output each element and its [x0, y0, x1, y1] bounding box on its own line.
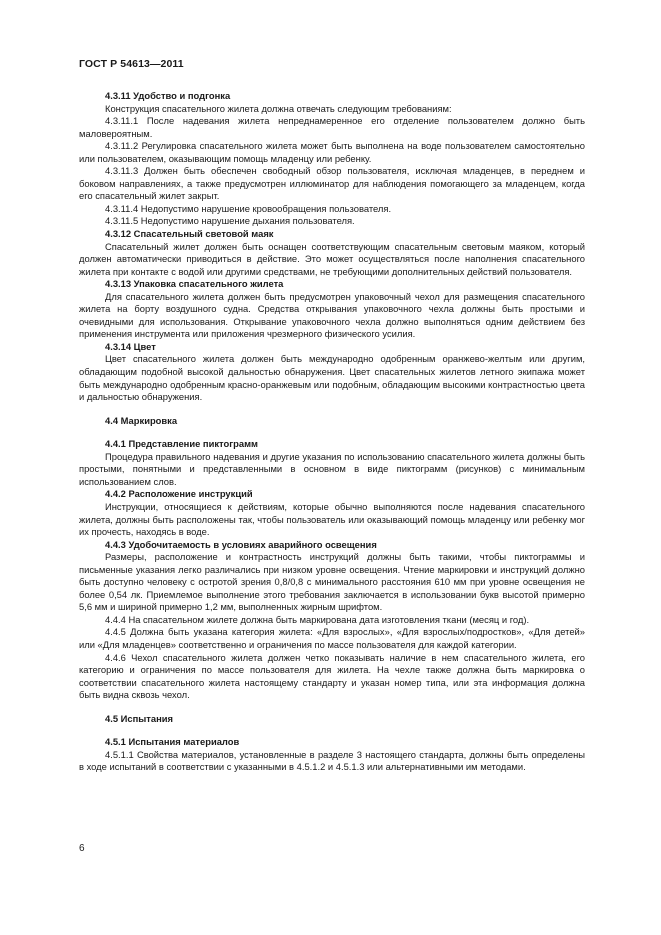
paragraph: Размеры, расположение и контрастность инструкций должны быть такими, чтобы пиктограммы и письменные указания легко различались при низком уровне освещения. Чтение маркировки и инструкций должно быть доступно человеку с остротой зрения 0,8/0,8 с минимального расстояния 610 мм при уровне освещения не более 0,54 лк. Приемлемое выполнение этого требования заключается в использовании букв высотой примерно 5,6 мм и шириной примерно 1,2 мм, выполненных жирным шрифтом. — [79, 551, 585, 613]
paragraph: Конструкция спасательного жилета должна отвечать следующим требованиям: — [105, 102, 452, 114]
paragraph: Спасательный жилет должен быть оснащен соответствующим спасательным световым маяком, который должен автоматически приводиться в действие. Это может осуществляться после наполнения спасательного жилета при контакте с водой или другими средствами, не требующими дополнительных действий пользователя. — [79, 240, 585, 277]
heading-4-3-14: 4.3.14 Цвет — [105, 340, 156, 352]
heading-4-4-1: 4.4.1 Представление пиктограмм — [105, 438, 258, 450]
paragraph: Инструкции, относящиеся к действиям, которые обычно выполняются после надевания спасательного жилета, должны быть расположены так, чтобы пользователь или оказывающий помощь младенцу или ребенку мог их прочесть, находясь в воде. — [79, 500, 585, 538]
heading-4-3-12: 4.3.12 Спасательный световой маяк — [105, 228, 274, 240]
paragraph: Цвет спасательного жилета должен быть международно одобренным оранжево-желтым или другим, обладающим подобной высокой дальностью обнаружения. Цвет спасательных жилетов летного экипажа может быть международно одобренным красно-оранжевым или подобным, обладающим высокими контрастностью цвета и дальностью обнаружения. — [79, 353, 585, 403]
paragraph: 4.4.4 На спасательном жилете должна быть маркирована дата изготовления ткани (месяц и год). — [105, 613, 530, 625]
paragraph: Процедура правильного надевания и другие указания по использованию спасательного жилета должны быть простыми, понятными и представленными в основном в виде пиктограмм (рисунков) с минимальным использованием слов. — [79, 450, 585, 487]
heading-4-5-1: 4.5.1 Испытания материалов — [105, 736, 240, 748]
paragraph: 4.4.5 Должна быть указана категория жилета: «Для взрослых», «Для взрослых/подростков», «Для детей» или «Для младенцев» соответственно и ограничения по массе пользователя для каждой категории. — [79, 626, 585, 650]
paragraph: 4.4.6 Чехол спасательного жилета должен четко показывать наличие в нем спасательного жилета, его категорию и ограничения по массе пользователя для жилета. На чехле также должна быть маркировка о соответствии спасательного жилета настоящему стандарту и указан номер типа, или эта информация должна быть видна сквозь чехол. — [79, 651, 585, 701]
heading-4-5: 4.5 Испытания — [105, 712, 173, 724]
heading-4-4-2: 4.4.2 Расположение инструкций — [105, 488, 253, 500]
paragraph: 4.5.1.1 Свойства материалов, установленные в разделе 3 настоящего стандарта, должны быть определены в ходе испытаний в соответствии с указанными в 4.5.1.2 и 4.5.1.3 или альтернативными им методами. — [79, 748, 585, 773]
paragraph: 4.3.11.1 После надевания жилета непреднамеренное его отделение пользователем должно быть маловероятным. — [79, 115, 585, 139]
document-header: ГОСТ Р 54613—2011 — [79, 58, 184, 70]
heading-4-3-11: 4.3.11 Удобство и подгонка — [105, 90, 231, 101]
heading-4-4: 4.4 Маркировка — [105, 414, 178, 426]
heading-4-3-13: 4.3.13 Упаковка спасательного жилета — [105, 278, 284, 290]
heading-4-4-3: 4.4.3 Удобочитаемость в условиях аварийного освещения — [105, 538, 377, 550]
paragraph: Для спасательного жилета должен быть предусмотрен упаковочный чехол для размещения спасательного жилета на борту воздушного судна. Средства открывания упаковочного чехла должны быть простыми и очевидными для использования. Открывание упаковочного чехла должно выполняться одним действием без применения инструмента или приложения чрезмерного физического усилия. — [79, 290, 585, 340]
document-body — [79, 90, 585, 774]
paragraph: 4.3.11.3 Должен быть обеспечен свободный обзор пользователя, исключая младенцев, в переднем и боковом направлениях, а также предусмотрен иллюминатор для наблюдения помогающего за младенцем, когда его спасательный жилет закрыт. — [79, 165, 585, 202]
paragraph: 4.3.11.5 Недопустимо нарушение дыхания пользователя. — [105, 215, 355, 227]
paragraph: 4.3.11.2 Регулировка спасательного жилета может быть выполнена на воде пользователем самостоятельно или пользователем, оказывающим помощь младенцу или ребенку. — [79, 140, 585, 164]
paragraph: 4.3.11.4 Недопустимо нарушение кровообращения пользователя. — [105, 202, 392, 214]
page-number: 6 — [79, 843, 85, 854]
